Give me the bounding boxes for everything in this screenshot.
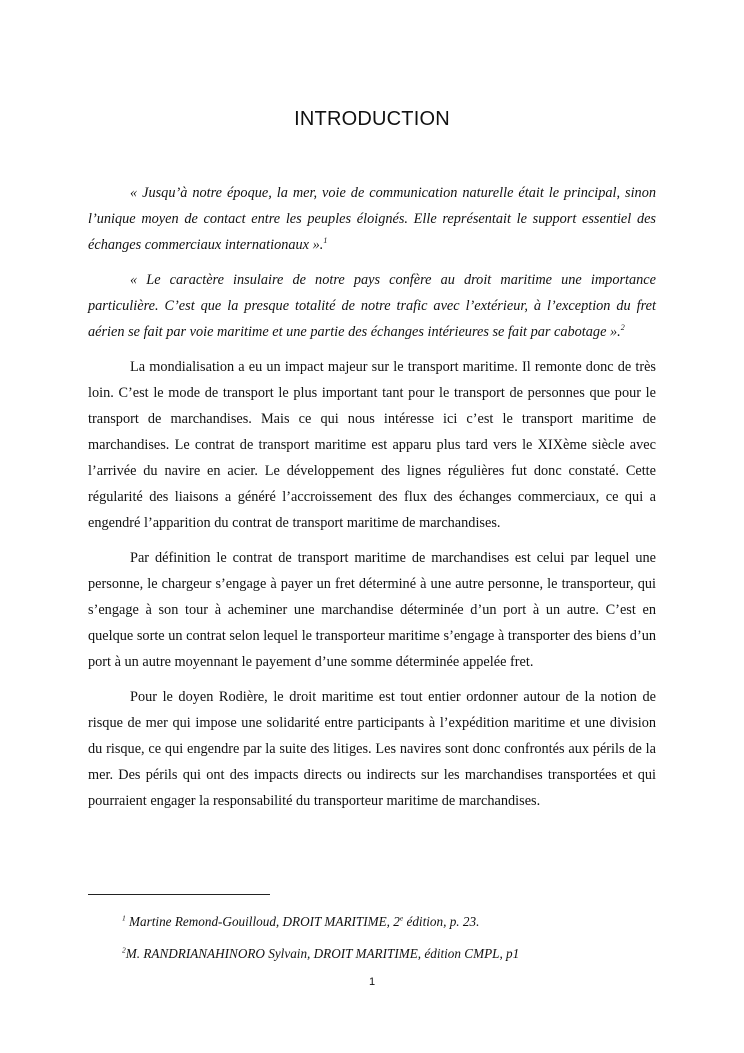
- footnote-superscript: e: [399, 913, 404, 923]
- page-number: 1: [368, 976, 376, 988]
- footnote-ref[interactable]: 2: [620, 323, 625, 333]
- quote-paragraph: [88, 180, 656, 258]
- footnote-number: 2: [122, 945, 126, 955]
- footnote-ref[interactable]: 1: [323, 236, 328, 246]
- page-title: INTRODUCTION: [294, 108, 450, 130]
- quote-paragraph: [88, 267, 656, 345]
- footnote-separator: [88, 894, 270, 895]
- body-paragraph: La mondialisation a eu un impact majeur sur le transport maritime. Il remonte donc de très loin. C’est le mode de transport le plus important tant pour le transport de personnes que pour le transport de marchandises. Mais ce qui nous intéresse ici c’est le transport maritime de marchandises. Le contrat de transport maritime est apparu plus tard vers le XIXème siècle avec l’arrivée du navire en acier. Le développement des lignes régulières fut donc constaté. Cette régularité des liaisons a généré l’accroissement des flux des échanges commerciaux, ce qui a engendré l’apparition du contrat de transport maritime de marchandises.: [88, 359, 656, 531]
- body-paragraph: Par définition le contrat de transport maritime de marchandises est celui par lequel une personne, le chargeur s’engage à payer un fret déterminé à une autre personne, le transporteur, qui s’engage à son tour à acheminer une marchandise déterminée d’un port à un autre. C’est en quelque sorte un contrat selon lequel le transporteur maritime s’engage à transporter des biens d’un port à un autre moyennant le payement d’une somme déterminée appelée fret.: [88, 550, 656, 670]
- footnote-text: édition, p. 23.: [403, 914, 480, 929]
- footnote: [122, 946, 519, 962]
- quote-text: « Le caractère insulaire de notre pays confère au droit maritime une importance particulière. C’est que la presque totalité de notre trafic avec l’extérieur, à l’exception du fret aérien se fait par voie maritime et une partie des échanges intérieures se fait par cabotage ».: [88, 272, 656, 340]
- quote-text: « Jusqu’à notre époque, la mer, voie de communication naturelle était le principal, sinon l’unique moyen de contact entre les peuples éloignés. Elle représentait le support essentiel des échanges commerciaux internationaux ».: [88, 185, 656, 253]
- footnote-number: 1: [122, 913, 126, 923]
- footnote: [122, 914, 479, 930]
- footnote-text: M. RANDRIANAHINORO Sylvain, DROIT MARITIME, édition CMPL, p1: [125, 946, 520, 961]
- footnote-text: Martine Remond-Gouilloud, DROIT MARITIME, 2: [129, 914, 400, 929]
- body-paragraph: Pour le doyen Rodière, le droit maritime est tout entier ordonner autour de la notion de risque de mer qui impose une solidarité entre participants à l’expédition maritime et une division du risque, ce qui engendre par la suite des litiges. Les navires sont donc confrontés aux périls de la mer. Des périls qui ont des impacts directs ou indirects sur les marchandises transportées et qui pourraient engager la responsabilité du transporteur maritime de marchandises.: [88, 689, 656, 809]
- document-body: [88, 180, 656, 823]
